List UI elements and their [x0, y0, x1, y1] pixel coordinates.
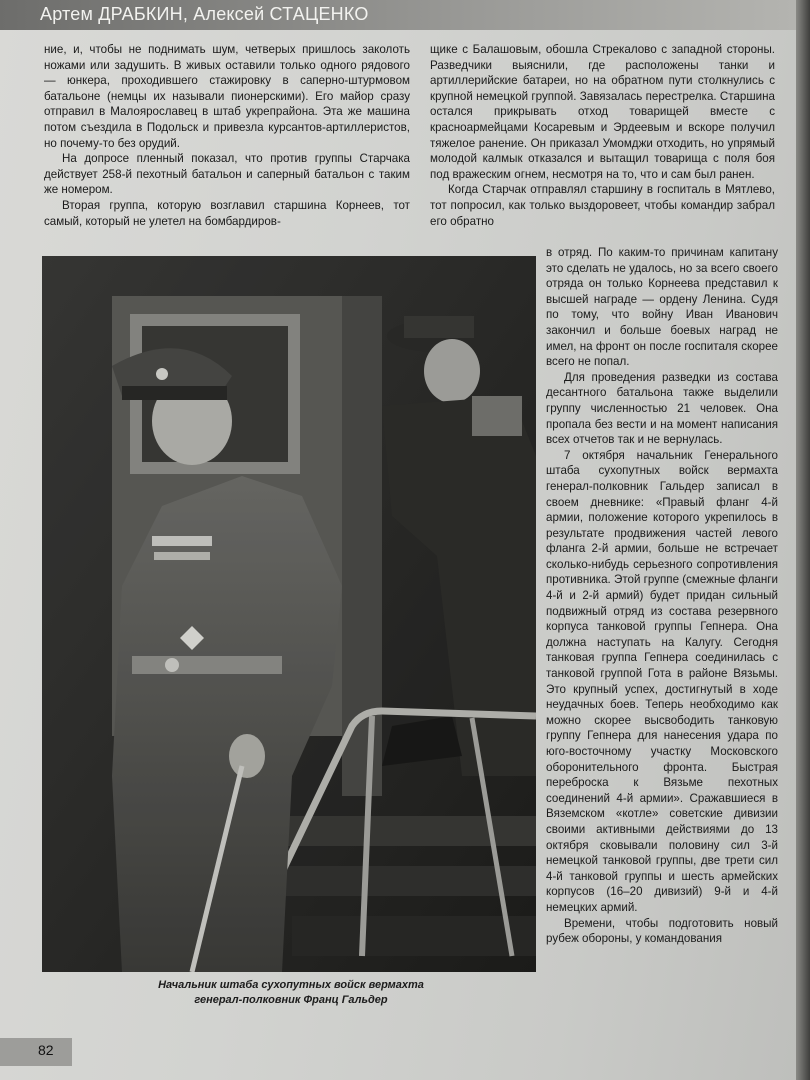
- left-text-column: [44, 42, 410, 229]
- paragraph: Времени, чтобы подготовить новый рубеж обороны, у командования: [546, 916, 778, 946]
- paragraph: Вторая группа, которую возглавил старшина Корнеев, тот самый, который не улетел на бомбардиров-: [44, 198, 410, 228]
- paragraph: в отряд. По каким-то причинам капитану это сделать не удалось, но за всего своего отряда он только Корнеева представил к высшей награде — ордену Ленина. Судя по тому, что войну Иван Иванович закончил и больше боевых наград не имел, на фронт он после госпиталя скорее всего не попал.: [546, 246, 778, 369]
- paragraph: ние, и, чтобы не поднимать шум, четверых пришлось заколоть ножами или задушить. В живых оставили только одного рядового — юнкера, проходившего стажировку в саперно-штурмовом батальоне (немцы их называли пионерскими). Его майор сразу отправил в Малоярославец в штаб укрепрайона. Эта же машина потом съездила в Подольск и привезла курсантов-артиллеристов, но почему-то без орудий.: [44, 43, 410, 150]
- paragraph: щике с Балашовым, обошла Стрекалово с западной стороны. Разведчики выяснили, где расположены танки и артиллерийские батареи, но на обратном пути столкнулись с крупной немецкой группой. Завязалась перестрелка. Старшина остался прикрывать отход товарищей вместе с красноармейцами Косаревым и Эрдеевым и вскоре получил тяжелое ранение. Он приказал Умомджи отходить, но упрямый молодой калмык отказался и вытащил товарища с поля боя под вражеским огнем, несмотря на то, что и сам был ранен.: [430, 43, 775, 181]
- caption-line: Начальник штаба сухопутных войск вермахта: [158, 979, 424, 991]
- paragraph: 7 октября начальник Генерального штаба сухопутных войск вермахта генерал-полковник Гальдер записал в своем дневнике: «Правый фланг 4-й армии, положение которого укрепилось в результате продвижения частей левого фланга 2-й армии, больше не встречает сколько-нибудь серьезного сопротивления противника. Этой группе (смежные фланги 4-й и 2-й армий) будет придан сильный подвижный отряд из состава резервного корпуса танковой группы Гепнера. Она должна наступать на Калугу. Сегодня танковая группа Гепнера соединилась с танковой группой Гота в районе Вязьмы. Это крупный успех, достигнутый в ходе неудачных боев. Теперь необходимо как можно скорее высвободить танковую группу Гепнера для нанесения удара по юго-восточному участку Московского оборонительного фронта. Быстрая переброска к Вязьме пехотных соединений 4-й армии». Сражавшиеся в Вяземском «котле» советские дивизии своими активными действиями до 13 октября сковывали половину сил 3-й немецкой танковой группы, две трети сил 4-й танковой группы и шесть армейских корпусов (16–20 дивизий) 9-й и 4-й немецких армий.: [546, 448, 778, 914]
- photo-illustration: [42, 256, 536, 972]
- right-top-text-column: [430, 42, 775, 229]
- caption-line: генерал-полковник Франц Гальдер: [194, 994, 388, 1006]
- paragraph: Для проведения разведки из состава десантного батальона также выделили группу численностью 21 человек. Она пропала без вести и на момент написания всех отчетов так и не вернулась.: [546, 370, 778, 447]
- photo-caption: [44, 978, 538, 1008]
- paragraph: Когда Старчак отправлял старшину в госпиталь в Мятлево, тот попросил, как только выздоровеет, чтобы командир забрал его обратно: [430, 183, 775, 228]
- page-number: 82: [38, 1042, 54, 1058]
- running-header: [0, 0, 796, 30]
- historical-photo: [42, 256, 536, 972]
- right-side-text-column: [546, 245, 778, 947]
- header-title: Артем ДРАБКИН, Алексей СТАЦЕНКО: [40, 4, 369, 24]
- paragraph: На допросе пленный показал, что против группы Старчака действует 258-й пехотный батальон и саперный батальон с таким же номером.: [44, 152, 410, 197]
- book-spine-shadow: [796, 0, 810, 1080]
- page-number-tab: [0, 1038, 72, 1066]
